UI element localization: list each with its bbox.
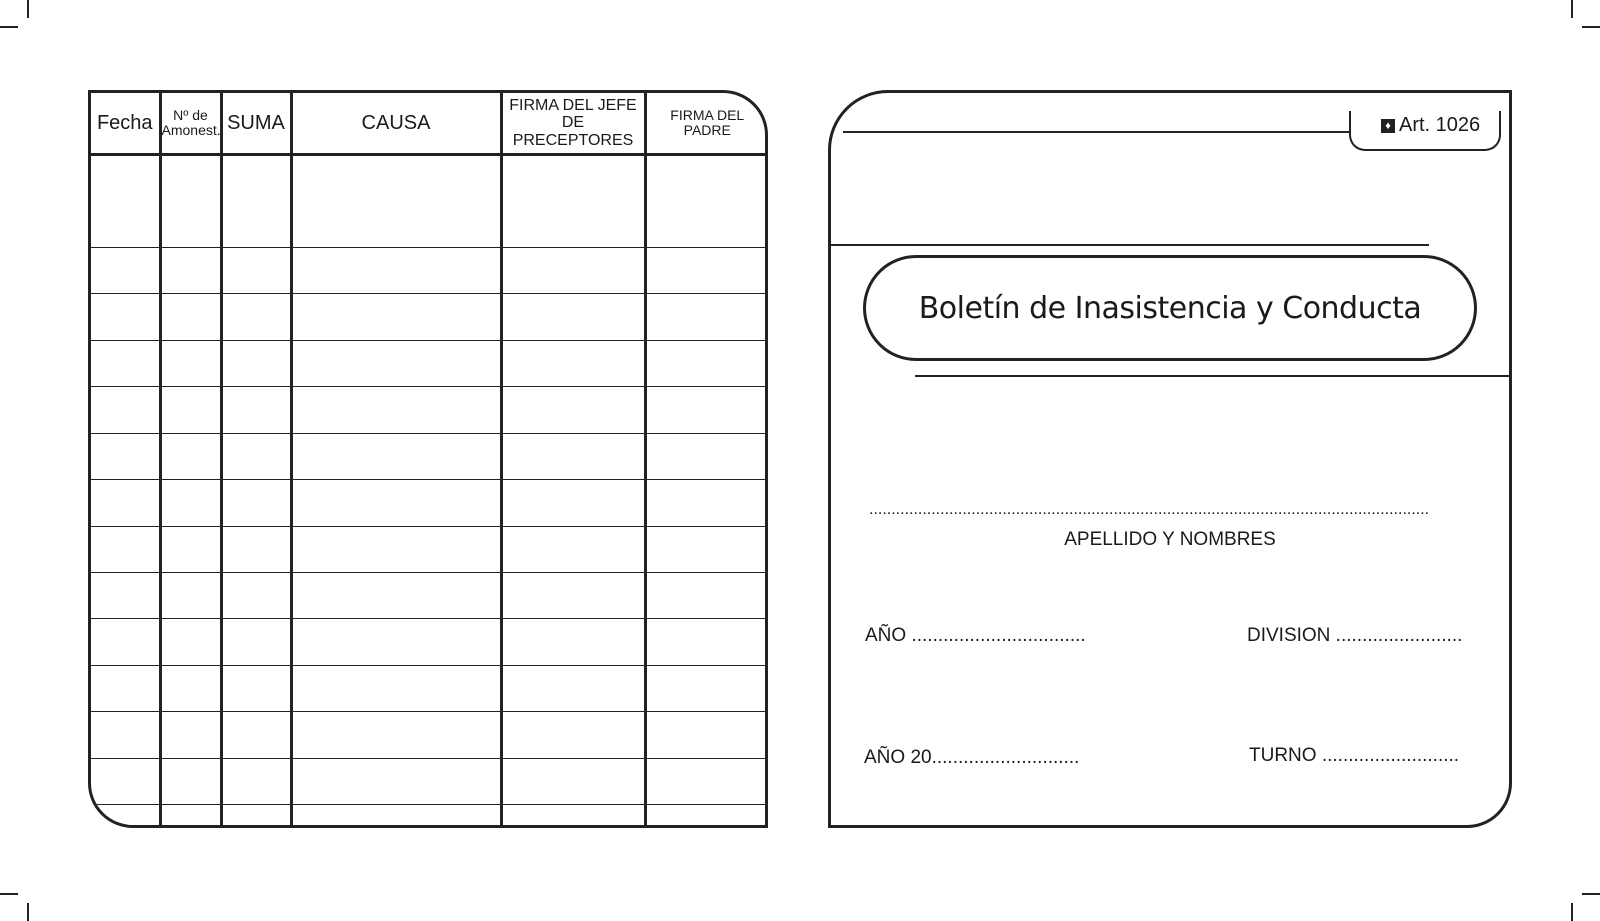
name-label: APELLIDO Y NOMBRES — [1064, 529, 1276, 550]
article-tab — [1349, 111, 1501, 151]
table-cell[interactable] — [221, 712, 291, 758]
table-row — [91, 340, 768, 386]
bulletin-cover-panel — [828, 90, 1512, 828]
table-cell[interactable] — [91, 480, 160, 526]
name-dotted-line: .............................................................................................................................. — [869, 501, 1430, 518]
table-cell[interactable] — [291, 758, 501, 804]
table-cell[interactable] — [221, 619, 291, 665]
table-cell[interactable] — [221, 387, 291, 433]
table-cell[interactable] — [501, 340, 645, 386]
table-cell[interactable] — [501, 572, 645, 618]
table-cell[interactable] — [645, 433, 768, 479]
table-cell[interactable] — [501, 155, 645, 248]
table-cell[interactable] — [91, 433, 160, 479]
crop-mark — [1582, 893, 1600, 895]
table-cell[interactable] — [160, 387, 221, 433]
table-cell[interactable] — [91, 712, 160, 758]
table-cell[interactable] — [160, 155, 221, 248]
top-rule — [843, 131, 1353, 133]
table-cell[interactable] — [645, 155, 768, 248]
table-cell[interactable] — [645, 480, 768, 526]
table-cell[interactable] — [91, 155, 160, 248]
table-cell[interactable] — [91, 340, 160, 386]
table-cell[interactable] — [645, 758, 768, 804]
crop-mark — [27, 0, 29, 18]
table-cell[interactable] — [160, 712, 221, 758]
table-cell[interactable] — [501, 619, 645, 665]
upper-rule — [831, 244, 1429, 246]
table-cell[interactable] — [91, 758, 160, 804]
table-cell[interactable] — [160, 294, 221, 340]
header-causa-label: CAUSA — [361, 112, 431, 134]
table-row — [91, 294, 768, 340]
table-cell[interactable] — [645, 712, 768, 758]
table-cell[interactable] — [91, 665, 160, 711]
table-cell[interactable] — [291, 712, 501, 758]
table-cell[interactable] — [645, 294, 768, 340]
table-cell[interactable] — [160, 526, 221, 572]
bulletin-title: Boletín de Inasistencia y Conducta — [918, 290, 1422, 326]
table-cell[interactable] — [91, 805, 160, 828]
table-cell[interactable] — [221, 526, 291, 572]
table-cell[interactable] — [501, 805, 645, 828]
table-row — [91, 247, 768, 293]
table-cell[interactable] — [160, 480, 221, 526]
table-header-row — [91, 93, 768, 155]
crop-mark — [27, 903, 29, 921]
header-causa — [291, 93, 501, 155]
table-row — [91, 805, 768, 828]
header-fecha-label: Fecha — [96, 112, 153, 134]
table-row — [91, 619, 768, 665]
table-cell[interactable] — [91, 526, 160, 572]
table-row — [91, 712, 768, 758]
table-cell[interactable] — [91, 387, 160, 433]
table-cell[interactable] — [501, 712, 645, 758]
table-row — [91, 665, 768, 711]
header-fecha — [91, 93, 160, 155]
header-numero-line2: Amonest. — [161, 122, 221, 138]
table-cell[interactable] — [501, 480, 645, 526]
table-cell[interactable] — [645, 387, 768, 433]
table-cell[interactable] — [645, 665, 768, 711]
header-suma — [221, 93, 291, 155]
crop-mark — [1582, 26, 1600, 28]
table-cell[interactable] — [645, 526, 768, 572]
table-cell[interactable] — [91, 619, 160, 665]
table-cell[interactable] — [291, 480, 501, 526]
header-firma-jefe-line1: FIRMA DEL JEFE — [509, 96, 637, 114]
table-cell[interactable] — [501, 758, 645, 804]
header-firma-padre — [645, 93, 768, 155]
brand-logo-icon: ♦ — [1381, 119, 1395, 133]
table-cell[interactable] — [291, 619, 501, 665]
table-cell[interactable] — [501, 387, 645, 433]
table-cell[interactable] — [501, 247, 645, 293]
table-row — [91, 433, 768, 479]
lower-rule — [915, 375, 1512, 377]
table-row — [91, 387, 768, 433]
table-cell[interactable] — [221, 572, 291, 618]
table-cell[interactable] — [501, 433, 645, 479]
table-cell[interactable] — [221, 433, 291, 479]
table-cell[interactable] — [291, 805, 501, 828]
table-cell[interactable] — [221, 247, 291, 293]
table-cell[interactable] — [160, 247, 221, 293]
crop-mark — [0, 893, 18, 895]
division-field: DIVISION ........................ — [1247, 625, 1463, 646]
table-cell[interactable] — [291, 294, 501, 340]
table-cell[interactable] — [221, 805, 291, 828]
table-cell[interactable] — [221, 340, 291, 386]
table-cell[interactable] — [160, 805, 221, 828]
table-cell[interactable] — [645, 619, 768, 665]
table-row — [91, 155, 768, 248]
year-field: AÑO ................................. — [865, 625, 1086, 646]
table-cell[interactable] — [645, 572, 768, 618]
header-firma-padre-line1: FIRMA DEL — [670, 106, 745, 123]
table-cell[interactable] — [91, 294, 160, 340]
header-numero-amonest — [160, 93, 221, 155]
attendance-log-panel — [88, 90, 768, 828]
table-cell[interactable] — [160, 758, 221, 804]
table-cell[interactable] — [91, 247, 160, 293]
table-cell[interactable] — [291, 340, 501, 386]
table-cell[interactable] — [291, 572, 501, 618]
table-row — [91, 758, 768, 804]
header-numero-line1: Nº de — [173, 106, 208, 123]
table-cell[interactable] — [291, 247, 501, 293]
table-cell[interactable] — [645, 247, 768, 293]
crop-mark — [1571, 0, 1573, 18]
turno-field: TURNO .......................... — [1249, 745, 1460, 766]
table-cell[interactable] — [160, 572, 221, 618]
table-cell[interactable] — [221, 480, 291, 526]
crop-mark — [1571, 903, 1573, 921]
table-row — [91, 480, 768, 526]
header-firma-jefe — [501, 93, 645, 155]
table-cell[interactable] — [291, 526, 501, 572]
header-suma-label: SUMA — [227, 112, 285, 134]
table-cell[interactable] — [291, 433, 501, 479]
header-firma-jefe-line2: DE PRECEPTORES — [512, 114, 634, 149]
table-row — [91, 572, 768, 618]
table-cell[interactable] — [645, 805, 768, 828]
header-firma-padre-line2: PADRE — [683, 122, 731, 138]
year-20-field: AÑO 20............................ — [864, 747, 1080, 768]
table-cell[interactable] — [221, 758, 291, 804]
table-cell[interactable] — [501, 526, 645, 572]
title-box — [863, 255, 1477, 361]
table-cell[interactable] — [221, 294, 291, 340]
table-cell[interactable] — [160, 433, 221, 479]
crop-mark — [0, 26, 18, 28]
table-cell[interactable] — [291, 155, 501, 248]
article-number: Art. 1026 — [1399, 114, 1481, 136]
table-cell[interactable] — [160, 340, 221, 386]
table-cell[interactable] — [501, 294, 645, 340]
table-row — [91, 526, 768, 572]
table-cell[interactable] — [645, 340, 768, 386]
table-cell[interactable] — [291, 387, 501, 433]
table-cell[interactable] — [160, 665, 221, 711]
table-cell[interactable] — [501, 665, 645, 711]
table-cell[interactable] — [221, 155, 291, 248]
table-cell[interactable] — [291, 665, 501, 711]
table-cell[interactable] — [160, 619, 221, 665]
table-cell[interactable] — [91, 572, 160, 618]
table-cell[interactable] — [221, 665, 291, 711]
attendance-log-table — [91, 93, 768, 828]
